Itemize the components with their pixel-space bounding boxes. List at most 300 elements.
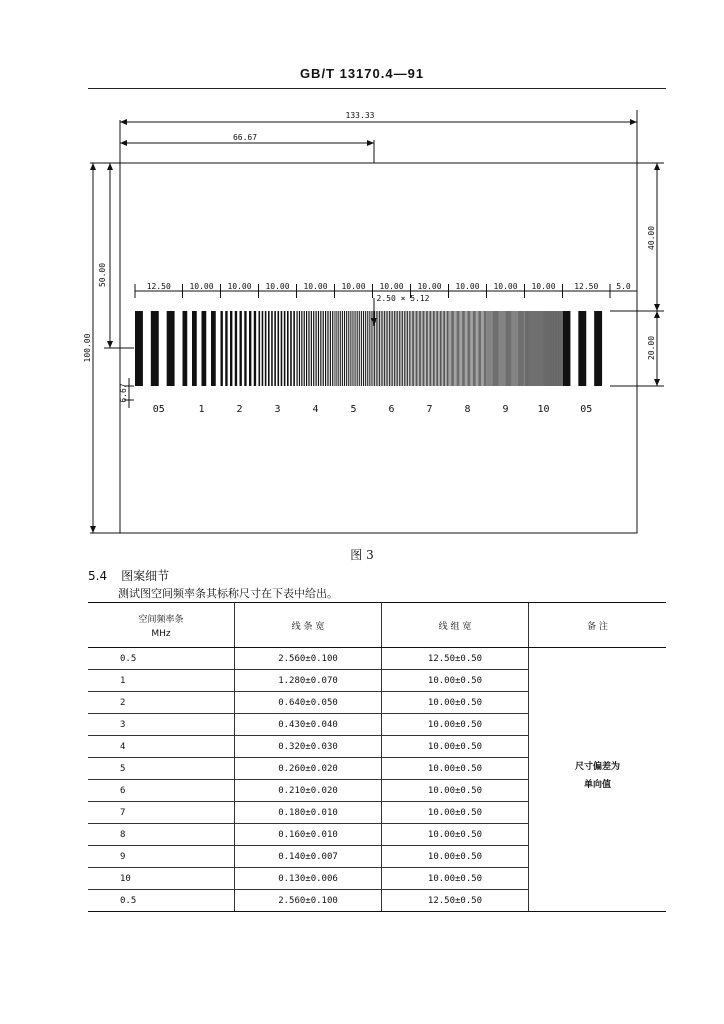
frequency-bar <box>439 311 440 386</box>
frequency-bar <box>543 311 544 386</box>
frequency-bar <box>244 311 246 386</box>
group-width-cell: 12.50±0.50 <box>382 890 529 912</box>
frequency-bar <box>562 311 563 386</box>
frequency-bar <box>519 311 520 386</box>
frequency-bar <box>540 311 541 386</box>
dim-total-width-label: 133.33 <box>345 111 375 120</box>
frequency-bar <box>489 311 490 386</box>
frequency-bar <box>327 311 328 386</box>
frequency-bar <box>451 311 452 386</box>
frequency-bar <box>386 311 387 386</box>
frequency-bar <box>316 311 317 386</box>
arrow-half-width-right <box>367 140 374 146</box>
frequency-bar <box>530 311 531 386</box>
line-width-cell: 0.640±0.050 <box>235 692 382 714</box>
frequency-bar <box>557 311 558 386</box>
group-width-cell: 10.00±0.50 <box>382 714 529 736</box>
frequency-bar <box>259 311 261 386</box>
group-number-label: 6 <box>388 404 395 415</box>
frequency-bar <box>265 311 267 386</box>
frequency-bar <box>505 311 506 386</box>
frequency-bar <box>559 311 560 386</box>
frequency-bar <box>367 311 368 386</box>
frequency-bar <box>416 311 417 386</box>
frequency-bar <box>332 311 333 386</box>
header-line-width: 线 条 宽 <box>235 603 382 648</box>
arrow-total-height-top <box>90 163 96 170</box>
arrow-top-margin-bottom <box>654 304 660 311</box>
frequency-bar <box>379 311 380 386</box>
frequency-bar <box>485 311 486 386</box>
frequency-bar <box>553 311 554 386</box>
frequency-bar <box>297 311 298 386</box>
frequency-bar <box>271 311 273 386</box>
frequency-bar <box>521 311 522 386</box>
frequency-bar <box>167 311 175 386</box>
frequency-bar <box>348 311 349 386</box>
section-intro: 测试图空间频率条其标称尺寸在下表中给出。 <box>118 587 338 600</box>
frequency-bar <box>387 311 388 386</box>
frequency-bar <box>551 311 552 386</box>
frequency-bar <box>475 311 476 386</box>
frequency-bar <box>484 311 485 386</box>
frequency-bar <box>578 311 586 386</box>
frequency-bar <box>249 311 251 386</box>
frequency-bar <box>548 311 549 386</box>
frequency-bar <box>183 311 188 386</box>
frequency-bar <box>352 311 353 386</box>
group-width-label: 10.00 <box>531 282 556 291</box>
frequency-bar <box>278 311 280 386</box>
frequency-bar <box>541 311 542 386</box>
frequency-bar <box>492 311 493 386</box>
freq-cell: 4 <box>88 736 235 758</box>
frequency-bar <box>311 311 312 386</box>
frequency-bar <box>472 311 473 386</box>
line-width-cell: 0.210±0.020 <box>235 780 382 802</box>
group-width-cell: 12.50±0.50 <box>382 648 529 670</box>
section-title: 图案细节 <box>121 569 170 583</box>
frequency-bar <box>525 311 526 386</box>
frequency-bar <box>554 311 555 386</box>
frequency-bar <box>304 311 305 386</box>
frequency-bar <box>529 311 530 386</box>
frequency-bar <box>313 311 314 386</box>
frequency-bar <box>449 311 450 386</box>
frequency-bar <box>513 311 514 386</box>
frequency-bar <box>440 311 441 386</box>
group-width-label: 10.00 <box>341 282 366 291</box>
line-width-cell: 0.260±0.020 <box>235 758 382 780</box>
frequency-bar <box>436 311 437 386</box>
spec-table <box>88 602 666 912</box>
frequency-bar <box>342 311 343 386</box>
group-number-label: 1 <box>198 404 205 415</box>
frequency-bar <box>515 311 516 386</box>
frequency-bar <box>361 311 362 386</box>
frequency-bar <box>487 311 488 386</box>
line-width-cell: 2.560±0.100 <box>235 890 382 912</box>
frequency-bar <box>369 311 370 386</box>
frequency-bar <box>528 311 529 386</box>
frequency-bar <box>447 311 448 386</box>
line-width-cell: 0.140±0.007 <box>235 846 382 868</box>
frequency-bar <box>556 311 557 386</box>
frequency-bar <box>550 311 551 386</box>
section-heading <box>88 567 169 584</box>
frequency-bar <box>357 311 358 386</box>
group-width-cell: 10.00±0.50 <box>382 802 529 824</box>
frequency-bar <box>563 311 571 386</box>
frequency-bar <box>455 311 456 386</box>
frequency-bar <box>396 311 397 386</box>
frequency-bar <box>463 311 464 386</box>
frequency-bar <box>409 311 410 386</box>
header-frequency-unit: MHz <box>151 628 171 639</box>
frequency-bar <box>500 311 501 386</box>
header-note: 备 注 <box>529 603 667 648</box>
frequency-bar <box>464 311 465 386</box>
frequency-bar <box>506 311 507 386</box>
dim-center-height-label: 50.00 <box>98 262 107 288</box>
frequency-bar <box>211 311 216 386</box>
frequency-bar <box>453 311 454 386</box>
frequency-bar <box>323 311 324 386</box>
group-width-label: 10.00 <box>417 282 442 291</box>
frequency-bar <box>230 311 232 386</box>
frequency-bar <box>411 311 412 386</box>
frequency-bar <box>340 311 341 386</box>
frequency-bar <box>433 311 434 386</box>
frequency-bar <box>523 311 524 386</box>
frequency-bar <box>452 311 453 386</box>
frequency-bar <box>221 311 223 386</box>
group-number-label: 05 <box>580 404 593 415</box>
group-width-cell: 10.00±0.50 <box>382 868 529 890</box>
frequency-bar <box>330 311 331 386</box>
frequency-bar <box>399 311 400 386</box>
frequency-bar <box>434 311 435 386</box>
group-number-label: 10 <box>537 404 550 415</box>
freq-cell: 6 <box>88 780 235 802</box>
frequency-bar <box>517 311 518 386</box>
frequency-bar <box>501 311 502 386</box>
frequency-bar <box>462 311 463 386</box>
frequency-bar <box>534 311 535 386</box>
frequency-bar <box>151 311 159 386</box>
frequency-bar <box>338 311 339 386</box>
frequency-bar <box>461 311 462 386</box>
frequency-bar <box>495 311 496 386</box>
dim-total-height-label: 100.00 <box>83 333 92 363</box>
group-width-cell: 10.00±0.50 <box>382 780 529 802</box>
group-width-label: 10.00 <box>265 282 290 291</box>
section-number: 5.4 <box>88 569 108 583</box>
arrow-total-width-left <box>120 119 127 125</box>
frequency-bar <box>262 311 264 386</box>
frequency-bar <box>335 311 336 386</box>
frequency-bar <box>373 311 374 386</box>
frequency-bar <box>510 311 511 386</box>
frequency-bar <box>318 311 319 386</box>
frequency-bar <box>441 311 442 386</box>
frequency-bar <box>363 311 364 386</box>
frequency-bar <box>423 311 424 386</box>
frequency-bar <box>511 311 512 386</box>
frequency-bar <box>274 311 276 386</box>
frequency-bar <box>432 311 433 386</box>
dim-label-offset-label: 6.67 <box>119 383 128 403</box>
frequency-bar <box>420 311 421 386</box>
group-width-label: 10.00 <box>227 282 252 291</box>
freq-cell: 9 <box>88 846 235 868</box>
frequency-bar <box>429 311 430 386</box>
frequency-bar <box>336 311 337 386</box>
frequency-bar <box>389 311 390 386</box>
frequency-bar <box>202 311 207 386</box>
frequency-bar <box>290 311 292 386</box>
spec-table-header-row <box>88 603 666 648</box>
frequency-bar <box>535 311 536 386</box>
frequency-bar <box>498 311 499 386</box>
freq-cell: 1 <box>88 670 235 692</box>
line-width-cell: 0.130±0.006 <box>235 868 382 890</box>
frequency-bar <box>412 311 413 386</box>
freq-cell: 10 <box>88 868 235 890</box>
frequency-bar <box>474 311 475 386</box>
frequency-bar <box>482 311 483 386</box>
frequency-bar <box>437 311 438 386</box>
frequency-bar <box>225 311 227 386</box>
group-width-cell: 10.00±0.50 <box>382 670 529 692</box>
frequency-bar <box>457 311 458 386</box>
group-number-label: 2 <box>236 404 243 415</box>
note-line-2: 单向值 <box>583 779 611 790</box>
frequency-bar <box>413 311 414 386</box>
frequency-bar <box>458 311 459 386</box>
center-mark-label: 2.50 × 5.12 <box>376 294 430 303</box>
frequency-bar <box>426 311 427 386</box>
frequency-bar <box>502 311 503 386</box>
frequency-bar <box>320 311 321 386</box>
header-frequency <box>88 603 235 648</box>
frequency-bar <box>135 311 143 386</box>
group-number-label: 3 <box>274 404 281 415</box>
group-width-cell: 10.00±0.50 <box>382 692 529 714</box>
arrow-half-width-left <box>120 140 127 146</box>
frequency-bar <box>418 311 419 386</box>
frequency-bar <box>536 311 537 386</box>
frequency-bar <box>422 311 423 386</box>
arrow-center-height-top <box>107 163 113 170</box>
table-row <box>88 648 666 670</box>
frequency-bar <box>546 311 547 386</box>
dim-bar-height-label: 20.00 <box>647 335 656 361</box>
note-cell <box>529 648 667 912</box>
group-width-cell: 10.00±0.50 <box>382 736 529 758</box>
group-number-label: 7 <box>426 404 433 415</box>
freq-cell: 7 <box>88 802 235 824</box>
freq-cell: 3 <box>88 714 235 736</box>
frequency-bar <box>381 311 382 386</box>
line-width-cell: 0.320±0.030 <box>235 736 382 758</box>
frequency-bar <box>507 311 508 386</box>
group-width-cell: 10.00±0.50 <box>382 824 529 846</box>
frequency-bar <box>192 311 197 386</box>
group-number-label: 9 <box>502 404 509 415</box>
frequency-bar <box>471 311 472 386</box>
frequency-bar <box>374 311 375 386</box>
note-line-1: 尺寸偏差为 <box>574 761 620 772</box>
frequency-bar <box>240 311 242 386</box>
frequency-bar <box>325 311 326 386</box>
frequency-bar <box>555 311 556 386</box>
frequency-bar <box>293 311 295 386</box>
frequency-bar <box>397 311 398 386</box>
frequency-bar <box>355 311 356 386</box>
arrow-total-width-right <box>630 119 637 125</box>
frequency-bar <box>520 311 521 386</box>
frequency-bar <box>392 311 393 386</box>
frequency-bar <box>538 311 539 386</box>
frequency-bar <box>425 311 426 386</box>
frequency-bar <box>350 311 351 386</box>
frequency-bar <box>594 311 602 386</box>
arrow-center-height-bottom <box>107 341 113 348</box>
frequency-bar <box>344 311 345 386</box>
frequency-bar <box>560 311 561 386</box>
frequency-bar <box>490 311 491 386</box>
frequency-bar <box>532 311 533 386</box>
frequency-bar <box>287 311 289 386</box>
frequency-bar <box>522 311 523 386</box>
frequency-bar <box>477 311 478 386</box>
frequency-bar <box>503 311 504 386</box>
frequency-bar <box>402 311 403 386</box>
group-width-label: 10.00 <box>189 282 214 291</box>
frequency-bar <box>539 311 540 386</box>
frequency-bar <box>284 311 286 386</box>
frequency-bar <box>483 311 484 386</box>
header-frequency-label: 空间频率条 <box>138 614 184 625</box>
line-width-cell: 0.430±0.040 <box>235 714 382 736</box>
frequency-bar <box>544 311 545 386</box>
frequency-bar <box>469 311 470 386</box>
frequency-bar <box>552 311 553 386</box>
group-number-label: 8 <box>464 404 471 415</box>
frequency-bar <box>508 311 509 386</box>
group-number-label: 05 <box>152 404 165 415</box>
figure-caption: 图 3 <box>350 548 374 562</box>
frequency-bar <box>496 311 497 386</box>
line-width-cell: 0.160±0.010 <box>235 824 382 846</box>
frequency-bar <box>545 311 546 386</box>
dim-half-width-label: 66.67 <box>232 133 258 142</box>
header-group-width: 线 组 宽 <box>382 603 529 648</box>
frequency-bar <box>509 311 510 386</box>
frequency-bar <box>497 311 498 386</box>
arrow-bar-height-bottom <box>654 379 660 386</box>
frequency-bar <box>365 311 366 386</box>
frequency-bar <box>401 311 402 386</box>
freq-cell: 5 <box>88 758 235 780</box>
frequency-bar <box>354 311 355 386</box>
group-width-cell: 10.00±0.50 <box>382 758 529 780</box>
line-width-cell: 1.280±0.070 <box>235 670 382 692</box>
frequency-bar <box>359 311 360 386</box>
frequency-bar <box>533 311 534 386</box>
frequency-bar <box>456 311 457 386</box>
frequency-bar <box>527 311 528 386</box>
frequency-bar <box>467 311 468 386</box>
frequency-bar <box>406 311 407 386</box>
dim-top-margin-label: 40.00 <box>647 225 656 251</box>
frequency-bar <box>444 311 445 386</box>
arrow-total-height-bottom <box>90 526 96 533</box>
frequency-bar <box>235 311 237 386</box>
frequency-bar <box>427 311 428 386</box>
freq-cell: 8 <box>88 824 235 846</box>
frequency-bar <box>306 311 307 386</box>
document-header: GB/T 13170.4—91 <box>299 66 425 81</box>
frequency-bar <box>299 311 300 386</box>
frequency-bar <box>478 311 479 386</box>
arrow-top-margin-top <box>654 163 660 170</box>
frequency-bar <box>404 311 405 386</box>
frequency-bar <box>488 311 489 386</box>
frequency-bar <box>494 311 495 386</box>
frequency-bar <box>504 311 505 386</box>
right-margin-label: 5.0 <box>616 282 631 291</box>
frequency-bar <box>446 311 447 386</box>
frequency-bar <box>542 311 543 386</box>
frequency-bar <box>281 311 283 386</box>
frequency-bar <box>430 311 431 386</box>
freq-cell: 0.5 <box>88 648 235 670</box>
frequency-bar <box>301 311 302 386</box>
frequency-bar <box>549 311 550 386</box>
frequency-bar <box>480 311 481 386</box>
frequency-bar <box>419 311 420 386</box>
group-width-label: 10.00 <box>493 282 518 291</box>
group-width-label: 10.00 <box>455 282 480 291</box>
frequency-bar <box>371 311 372 386</box>
frequency-bar <box>407 311 408 386</box>
frequency-bar <box>376 311 377 386</box>
group-number-label: 4 <box>312 404 319 415</box>
freq-cell: 2 <box>88 692 235 714</box>
frequency-bar <box>443 311 444 386</box>
frequency-bar <box>382 311 383 386</box>
frequency-bar <box>531 311 532 386</box>
frequency-bar <box>526 311 527 386</box>
group-width-cell: 10.00±0.50 <box>382 846 529 868</box>
frequency-bar <box>415 311 416 386</box>
frequency-bar <box>468 311 469 386</box>
line-width-cell: 0.180±0.010 <box>235 802 382 824</box>
frequency-bar <box>491 311 492 386</box>
group-number-label: 5 <box>350 404 357 415</box>
frequency-bar <box>537 311 538 386</box>
frequency-bar <box>308 311 309 386</box>
frequency-bar <box>561 311 562 386</box>
frequency-bar <box>391 311 392 386</box>
pattern-frame <box>120 163 637 533</box>
group-width-label: 12.50 <box>574 282 599 291</box>
line-width-cell: 2.560±0.100 <box>235 648 382 670</box>
frequency-bar <box>558 311 559 386</box>
frequency-bar <box>268 311 270 386</box>
